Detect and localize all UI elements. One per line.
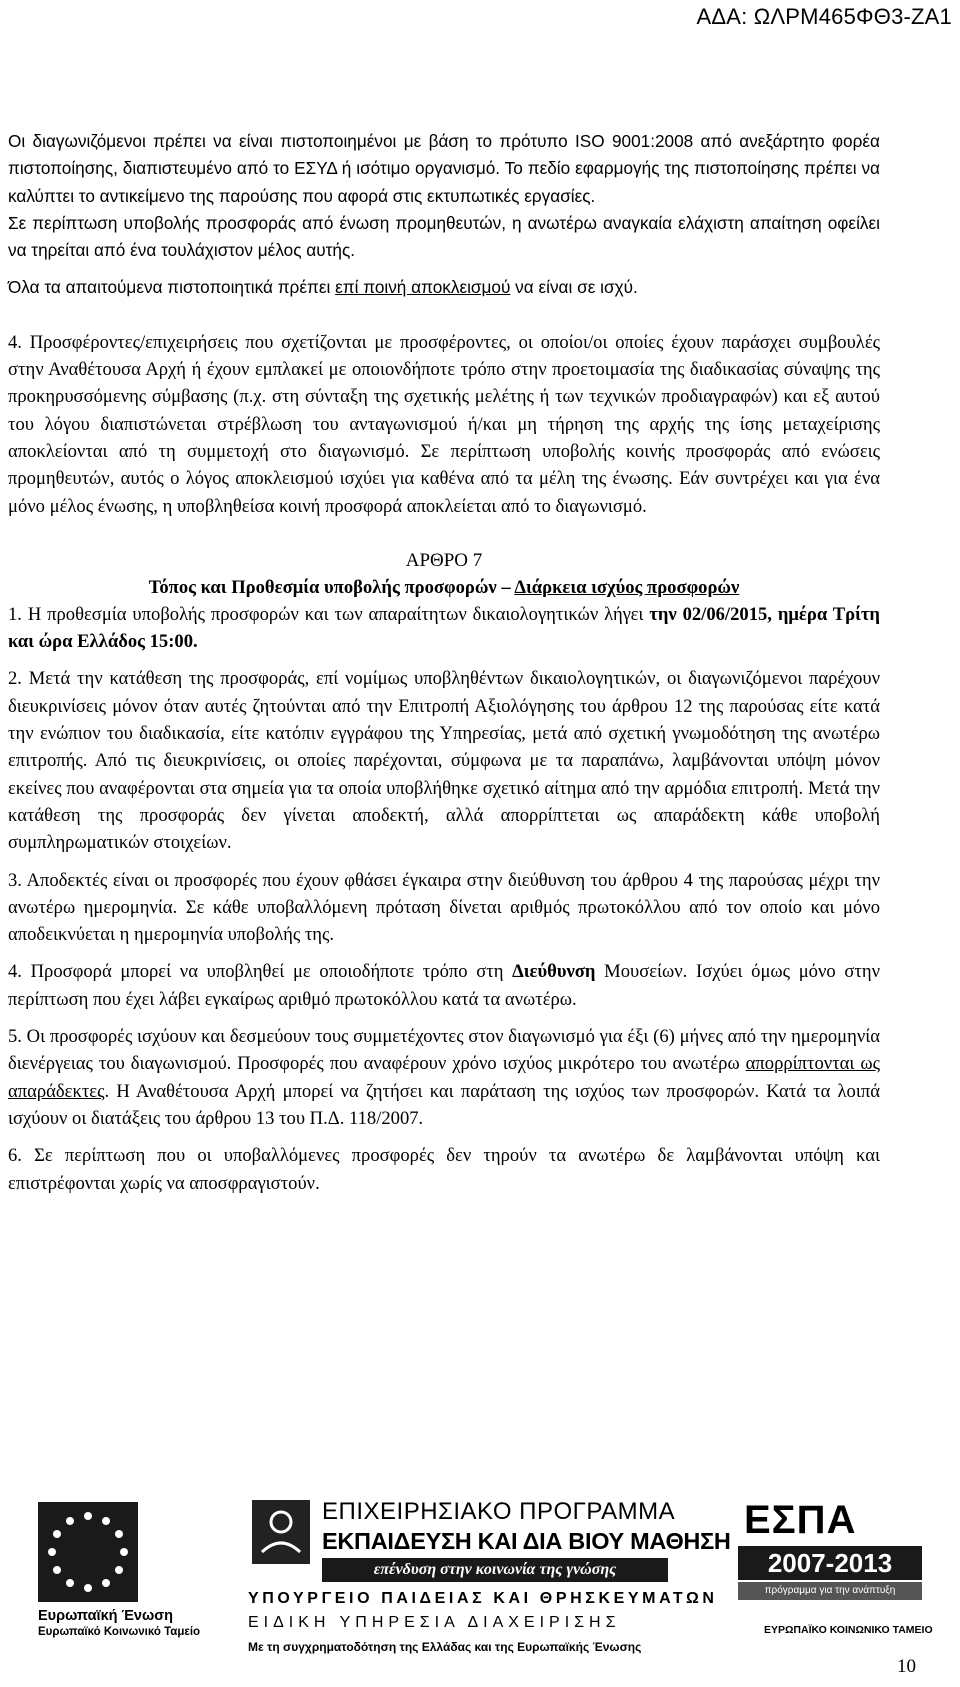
a1-text: 1. Η προθεσμία υποβολής προσφορών και των απαραίτητων δικαιολογητικών λήγει bbox=[8, 603, 650, 625]
a4-after: Μουσείων. Ισχύει όμως μόνο στην περίπτωση που έχει λάβει εγκαίρως αριθμό πρωτοκόλλου κατά τα ανωτέρω. bbox=[8, 961, 880, 1010]
p3-text-1: Όλα τα απαιτούμενα πιστοποιητικά πρέπει bbox=[8, 277, 336, 298]
p3-underline: επί ποινή αποκλεισμού bbox=[335, 277, 511, 298]
eu-title: Ευρωπαϊκή Ένωση bbox=[38, 1608, 173, 1624]
paragraph-4: 4. Προσφέροντες/επιχειρήσεις που σχετίζονται με προσφέροντες, οι οποίοι/οι οποίες έχουν παράσχει συμβουλές στην Αναθέτουσα Αρχή ή έχουν εμπλακεί με οποιονδήποτε τρόπο στην προετοιμασία της διαδικασίας σύναψης της προκηρυσσόμενης σύμβασης (π.χ. στη σύνταξη της σχετικής μελέτης ή των τεχνικών προδιαγραφών) και εξ αυτού του λόγου διαπιστώνεται στρέβλωση του ανταγωνισμού ή/και μη τήρηση της αρχής της ίσης μεταχείρισης αποκλείονται από τη συμμετοχή στο διαγωνισμό. Σε περίπτωση υποβολής κοινής προσφοράς από ενώσεις προμηθευτών, αυτός ο λόγος αποκλεισμού ισχύει για καθένα από τα μέλη της ένωσης. Εάν συντρέχει και για ένα μόνο μέλος ένωσης, η υποβληθείσα κοινή προσφορά αποκλείεται από το διαγωνισμό. bbox=[8, 331, 880, 517]
a4-bold: Διεύθυνση bbox=[512, 961, 596, 983]
document-body bbox=[8, 128, 880, 1197]
page-number: 10 bbox=[897, 1656, 916, 1677]
ada-code: ΑΔΑ: ΩΛΡΜ465ΦΘ3-ΖΑ1 bbox=[696, 4, 952, 29]
espa-title: ΕΣΠΑ bbox=[744, 1498, 857, 1542]
article-sub-1: Τόπος και Προθεσμία υποβολής προσφορών – bbox=[148, 576, 515, 598]
program-line-2: ΕΚΠΑΙΔΕΥΣΗ ΚΑΙ ΔΙΑ ΒΙΟΥ ΜΑΘΗΣΗ bbox=[322, 1528, 731, 1554]
article-item-4 bbox=[8, 958, 880, 1013]
a5-text-1: 5. Οι προσφορές ισχύουν και δεσμεύουν τους συμμετέχοντες στον διαγωνισμό για έξι (6) μήνες από την ημερομηνία διενέργειας του διαγωνισμού. Προσφορές που αναφέρουν χρόνο ισχύος μικρότερο του ανωτέρω bbox=[8, 1026, 880, 1075]
article-title: ΑΡΘΡΟ 7 bbox=[405, 549, 483, 571]
article-item-2: 2. Μετά την κατάθεση της προσφοράς, επί νομίμως υποβληθέντων δικαιολογητικών, οι διαγωνιζόμενοι παρέχουν διευκρινίσεις μόνον όταν αυτές ζητούνται από την Επιτροπή Αξιολόγησης του άρθρου 12 της παρούσας είτε κατά την ενώπιον του διαδικασία, είτε κατόπιν εγγράφου της Υπηρεσίας, μετά από σχετική γνωμοδότηση της ανωτέρω επιτροπής. Από τις διευκρινίσεις, οι οποίες παρέχονται, σύμφωνα με τα παραπάνω, λαμβάνονται υπόψη μόνον εκείνες που αναφέρονται στα σημεία για τα οποία υποβλήθηκε σχετικό αίτημα από την αρμόδια επιτροπή. Μετά την κατάθεση της προσφοράς δεν γίνεται αποδεκτή, αλλά απορρίπτεται ως απαράδεκτη κάθε υποβολή συμπληρωματικών στοιχείων. bbox=[8, 668, 880, 854]
espa-tagline: πρόγραμμα για την ανάπτυξη bbox=[738, 1582, 922, 1600]
eu-subtitle: Ευρωπαϊκό Κοινωνικό Ταμείο bbox=[38, 1626, 201, 1638]
espa-years: 2007-2013 bbox=[738, 1546, 922, 1580]
cofunding-note: Με τη συγχρηματοδότηση της Ελλάδας και της Ευρωπαϊκής Ένωσης bbox=[248, 1640, 642, 1654]
article-item-5 bbox=[8, 1023, 880, 1132]
article-item-3: 3. Αποδεκτές είναι οι προσφορές που έχουν φθάσει έγκαιρα στην διεύθυνση του άρθρου 4 της παρούσας μέχρι την ανωτέρω ημερομηνία. Σε κάθε υποβαλλόμενη πρόταση δίνεται αριθμός πρωτοκόλλου από τον οποίο και μόνο αποδεικνύεται η ημερομηνία υποβολής της. bbox=[8, 869, 880, 946]
eu-flag-icon bbox=[38, 1502, 138, 1602]
p3-text-2: να είναι σε ισχύ. bbox=[510, 277, 638, 298]
paragraph-union: Σε περίπτωση υποβολής προσφοράς από ένωση προμηθευτών, η ανωτέρω αναγκαία ελάχιστη απαίτηση οφείλει να τηρείται από ένα τουλάχιστον μέλος αυτής. bbox=[8, 212, 880, 261]
a4-text: 4. Προσφορά μπορεί να υποβληθεί με οποιοδήποτε τρόπο στη bbox=[8, 961, 513, 983]
a5-underline: απορρίπτονται ως απαράδεκτες bbox=[8, 1053, 880, 1102]
program-line-1: ΕΠΙΧΕΙΡΗΣΙΑΚΟ ΠΡΟΓΡΑΜΜΑ bbox=[322, 1498, 676, 1525]
funding-banner bbox=[0, 1498, 960, 1654]
program-logo-icon bbox=[252, 1500, 310, 1564]
ministry-line-1: ΥΠΟΥΡΓΕΙΟ ΠΑΙΔΕΙΑΣ ΚΑΙ ΘΡΗΣΚΕΥΜΑΤΩΝ bbox=[248, 1590, 718, 1607]
paragraph-certificates bbox=[8, 274, 880, 301]
espa-fund: ΕΥΡΩΠΑΪΚΟ ΚΟΙΝΩΝΙΚΟ ΤΑΜΕΙΟ bbox=[764, 1624, 933, 1636]
article-subtitle bbox=[8, 574, 880, 601]
paragraph-iso: Οι διαγωνιζόμενοι πρέπει να είναι πιστοποιημένοι με βάση το πρότυπο ISO 9001:2008 από ανεξάρτητο φορέα πιστοποίησης, διαπιστευμένο από το ΕΣΥΔ ή ισότιμο οργανισμό. Το πεδίο εφαρμογής της πιστοποίησης πρέπει να καλύπτει το αντικείμενο της παρούσης που αφορά στις εκτυπωτικές εργασίες. bbox=[8, 131, 880, 206]
article-item-1 bbox=[8, 601, 880, 656]
a5-text-2: . Η Αναθέτουσα Αρχή μπορεί να ζητήσει και παράταση της ισχύος των προσφορών. Κατά τα λοιπά ισχύουν οι διατάξεις του άρθρου 13 του Π.Δ. 118/2007. bbox=[8, 1080, 880, 1129]
program-line-3: επένδυση στην κοινωνία της γνώσης bbox=[322, 1558, 668, 1582]
a1-deadline: την 02/06/2015, ημέρα Τρίτη και ώρα Ελλάδος 15:00. bbox=[8, 603, 880, 653]
article-sub-2: Διάρκεια ισχύος προσφορών bbox=[514, 576, 740, 598]
article-item-6: 6. Σε περίπτωση που οι υποβαλλόμενες προσφορές δεν τηρούν τα ανωτέρω δε λαμβάνονται υπόψη και επιστρέφονται χωρίς να αποσφραγιστούν. bbox=[8, 1145, 880, 1194]
espa-logo bbox=[738, 1498, 922, 1620]
ministry-line-2: ΕΙΔΙΚΗ ΥΠΗΡΕΣΙΑ ΔΙΑΧΕΙΡΙΣΗΣ bbox=[248, 1614, 621, 1631]
